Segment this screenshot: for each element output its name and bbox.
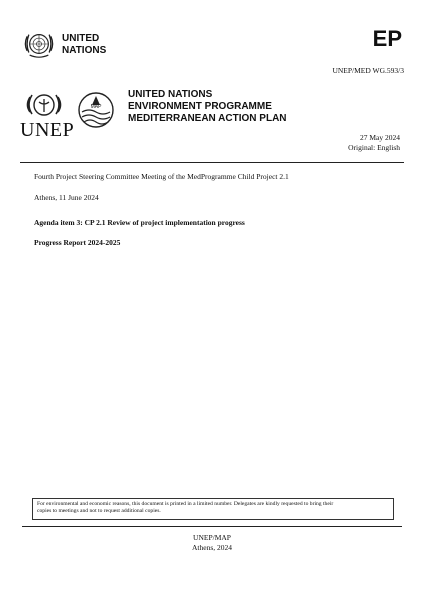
printing-notice	[32, 498, 394, 520]
org-title-line1: UNITED NATIONS	[128, 89, 213, 100]
org-title-line2: ENVIRONMENT PROGRAMME	[128, 101, 272, 112]
unep-wordmark: UNEP	[20, 119, 75, 141]
doc-code: EP	[372, 26, 402, 51]
footer-org: UNEP/MAP	[193, 533, 231, 542]
footer-place-year: Athens, 2024	[192, 543, 232, 552]
date-block	[348, 133, 400, 153]
un-name	[62, 33, 106, 57]
notice-line2: copies to meetings and not to request additional copies.	[37, 508, 161, 514]
agenda-item: Agenda item 3: CP 2.1 Review of project implementation progress	[34, 218, 245, 227]
un-emblem-icon	[22, 27, 56, 61]
doc-symbol: UNEP/MED WG.593/3	[332, 66, 404, 75]
unep-logo-icon	[20, 90, 68, 120]
map-logo-text: MAP	[90, 104, 102, 110]
org-title-line3: MEDITERRANEAN ACTION PLAN	[128, 113, 287, 124]
footer-divider	[22, 526, 402, 527]
original-language: Original: English	[348, 143, 400, 152]
map-logo-icon	[72, 88, 120, 132]
issue-date: 27 May 2024	[360, 133, 400, 142]
un-name-line2: NATIONS	[62, 45, 107, 56]
meeting-place-date: Athens, 11 June 2024	[34, 193, 99, 202]
footer	[0, 533, 424, 553]
org-title	[128, 89, 287, 125]
notice-line1: For environmental and economic reasons, this document is printed in a limited number. Delegates are kindly requested to bring their	[37, 501, 334, 507]
un-name-line1: UNITED	[62, 33, 100, 44]
report-title: Progress Report 2024-2025	[34, 238, 121, 247]
meeting-title: Fourth Project Steering Committee Meeting of the MedProgramme Child Project 2.1	[34, 172, 289, 181]
header-divider	[20, 162, 404, 163]
